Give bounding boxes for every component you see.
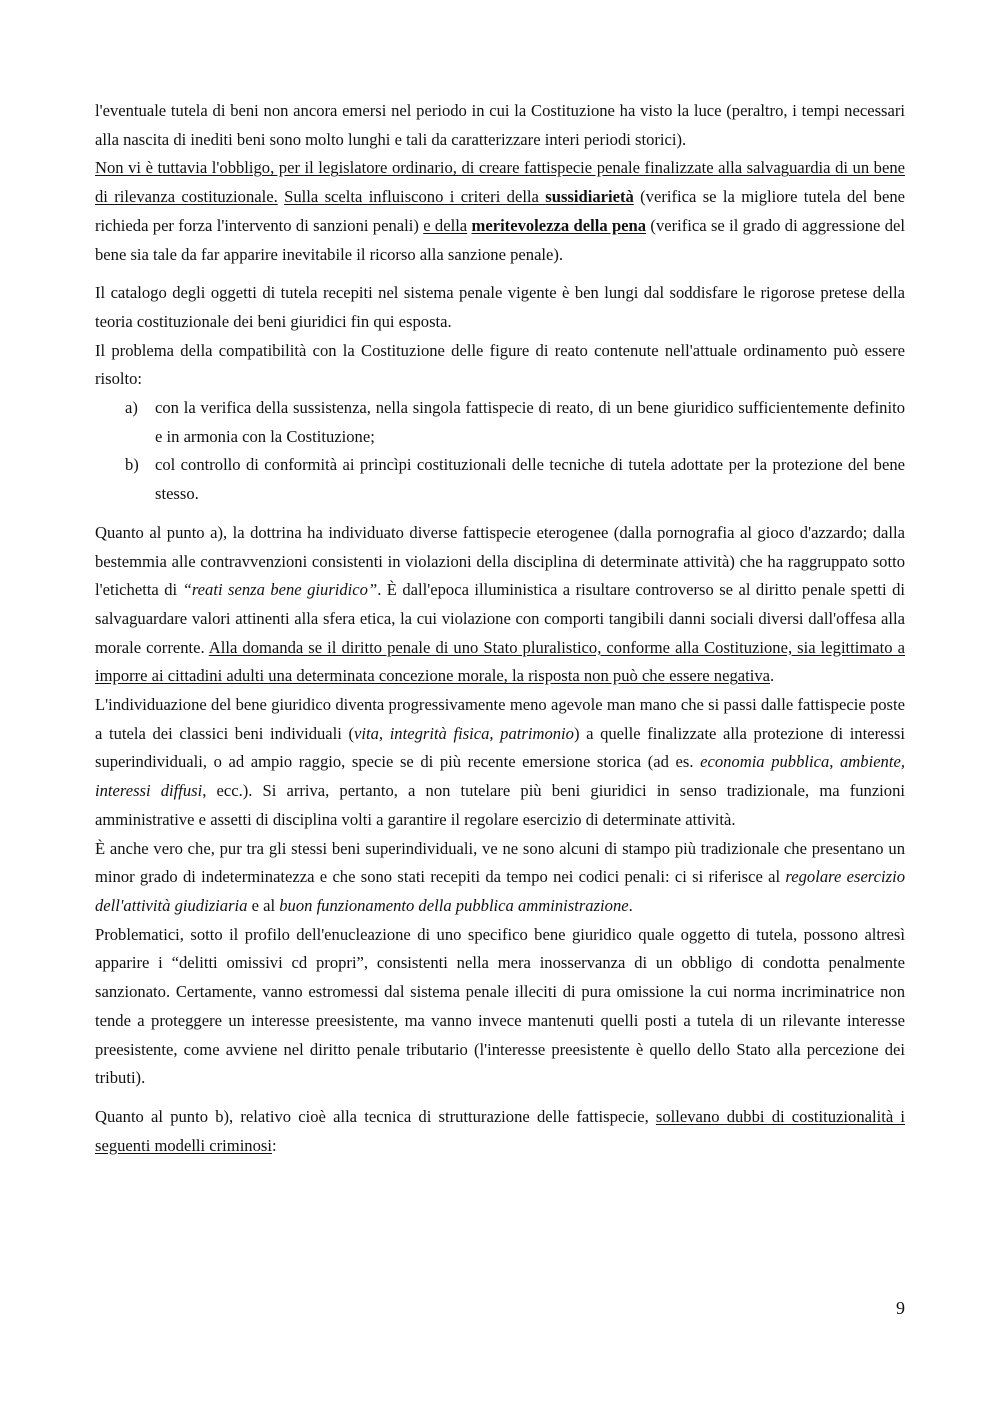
italic-quote: “reati senza bene giuridico” <box>182 580 378 600</box>
paragraph-4: Il problema della compatibilità con la Costituzione delle figure di reato contenute nell'attuale ordinamento può essere risolto: <box>95 340 905 389</box>
paragraph-9 <box>95 1103 905 1160</box>
text-span: Quanto al punto a), la dottrina ha individuato diverse fattispecie eterogenee (dalla pornografia al gioco d'azzardo; dalla bestemmia alle contravvenzioni consistenti in violazioni della disciplina di determinate attività) che ha raggruppato sotto l'etichetta di <box>95 522 905 600</box>
italic-text: buon funzionamento della pubblica amministrazione <box>279 895 629 915</box>
bold-underlined-term: sussidiarietà <box>545 187 634 207</box>
list-marker: a) <box>125 398 138 418</box>
list-item <box>95 451 905 508</box>
paragraph-6 <box>95 691 905 835</box>
page-number: 9 <box>896 1298 905 1318</box>
text-span: . È dall'epoca illuministica a risultare controverso se al diritto penale spetti di salvaguardare valori attinenti alla sfera etica, la cui violazione con comporti tangibili danni sociali diversi dall'offesa alla morale corrente. <box>95 580 905 657</box>
paragraph-8: Problematici, sotto il profilo dell'enucleazione di uno specifico bene giuridico quale oggetto di tutela, possono altresì apparire i “delitti omissivi cd propri”, consistenti nella mera inosservanza di un obbligo di condotta penalmente sanzionato. Certamente, vanno estromessi dal sistema penale illeciti di pura omissione la cui norma incriminatrice non tende a proteggere un interesse preesistente, ma vanno invece mantenuti quelli posti a tutela di un rilevante interesse preesistente, come avviene nel diritto penale tributario (l'interesse preesistente è quello dello Stato alla percezione dei tributi). <box>95 924 905 1088</box>
paragraph-3: Il catalogo degli oggetti di tutela recepiti nel sistema penale vigente è ben lungi dal soddisfare le rigorose pretese della teoria costituzionale dei beni giuridici fin qui esposta. <box>95 283 905 331</box>
text-span: Quanto al punto b), relativo cioè alla tecnica di strutturazione delle fattispecie, <box>95 1106 656 1126</box>
document-body <box>95 97 905 1160</box>
text-span: , ecc.). Si arriva, pertanto, a non tutelare più beni giuridici in senso tradizionale, ma funzioni amministrative e assetti di disciplina volti a garantire il regolare esercizio di determinate attività. <box>95 781 905 829</box>
paragraph-5 <box>95 519 905 691</box>
text-span: : <box>271 1135 277 1155</box>
paragraph-1: l'eventuale tutela di beni non ancora emersi nel periodo in cui la Costituzione ha visto la luce (peraltro, i tempi necessari alla nascita di inediti beni sono molto lunghi e tali da caratterizzare interi periodi storici). <box>95 101 905 149</box>
text-span: e al <box>247 895 280 915</box>
bold-underlined-term: meritevolezza della pena <box>471 215 647 235</box>
underlined-text: e della <box>423 215 468 235</box>
list-item-text: col controllo di conformità ai princìpi costituzionali delle tecniche di tutela adottate per la protezione del bene stesso. <box>155 455 905 504</box>
underlined-text: sollevano dubbi di costituzionalità i seguenti modelli criminosi <box>95 1106 905 1155</box>
text-span: È anche vero che, pur tra gli stessi beni superindividuali, ve ne sono alcuni di stampo più tradizionale che presentano un minor grado di indeterminatezza e che sono stati recepiti da tempo nei codici penali: ci si riferisce al <box>95 838 905 887</box>
list-item-text: con la verifica della sussistenza, nella singola fattispecie di reato, di un bene giuridico sufficientemente definito e in armonia con la Costituzione; <box>155 398 905 446</box>
italic-text: economia pubblica, ambiente, interessi diffusi <box>95 752 905 801</box>
criteria-list <box>95 394 905 509</box>
paragraph-2 <box>95 154 905 269</box>
underlined-text: Alla domanda se il diritto penale di uno Stato pluralistico, conforme alla Costituzione, sia legittimato a imporre ai cittadini adulti una determinata concezione morale, la risposta non può che essere negativa <box>95 637 905 686</box>
list-marker: b) <box>125 455 139 475</box>
text-span: ) a quelle finalizzate alla protezione di interessi superindividuali, o ad ampio raggio, specie se di più recente emersione storica (ad es. <box>95 723 905 772</box>
text-span: L'individuazione del bene giuridico diventa progressivamente meno agevole man mano che si passi dalle fattispecie poste a tutela dei classici beni individuali ( <box>95 695 905 743</box>
text-span: . <box>770 666 775 686</box>
text-span: (verifica se la migliore tutela del bene richieda per forza l'intervento di sanzioni penali) <box>95 187 905 235</box>
italic-text: vita, integrità fisica, patrimonio <box>354 723 574 743</box>
underlined-text: Non vi è tuttavia l'obbligo, per il legislatore ordinario, di creare fattispecie penale finalizzate alla salvaguardia di un bene di rilevanza costituzionale. <box>95 158 905 207</box>
list-item <box>95 394 905 451</box>
paragraph-7 <box>95 835 905 921</box>
text-span: (verifica se il grado di aggressione del bene sia tale da far apparire inevitabile il ricorso alla sanzione penale). <box>95 215 905 264</box>
text-span: . <box>628 895 633 915</box>
underlined-text: Sulla scelta influiscono i criteri della <box>284 187 546 207</box>
italic-text: regolare esercizio dell'attività giudiziaria <box>95 867 905 915</box>
